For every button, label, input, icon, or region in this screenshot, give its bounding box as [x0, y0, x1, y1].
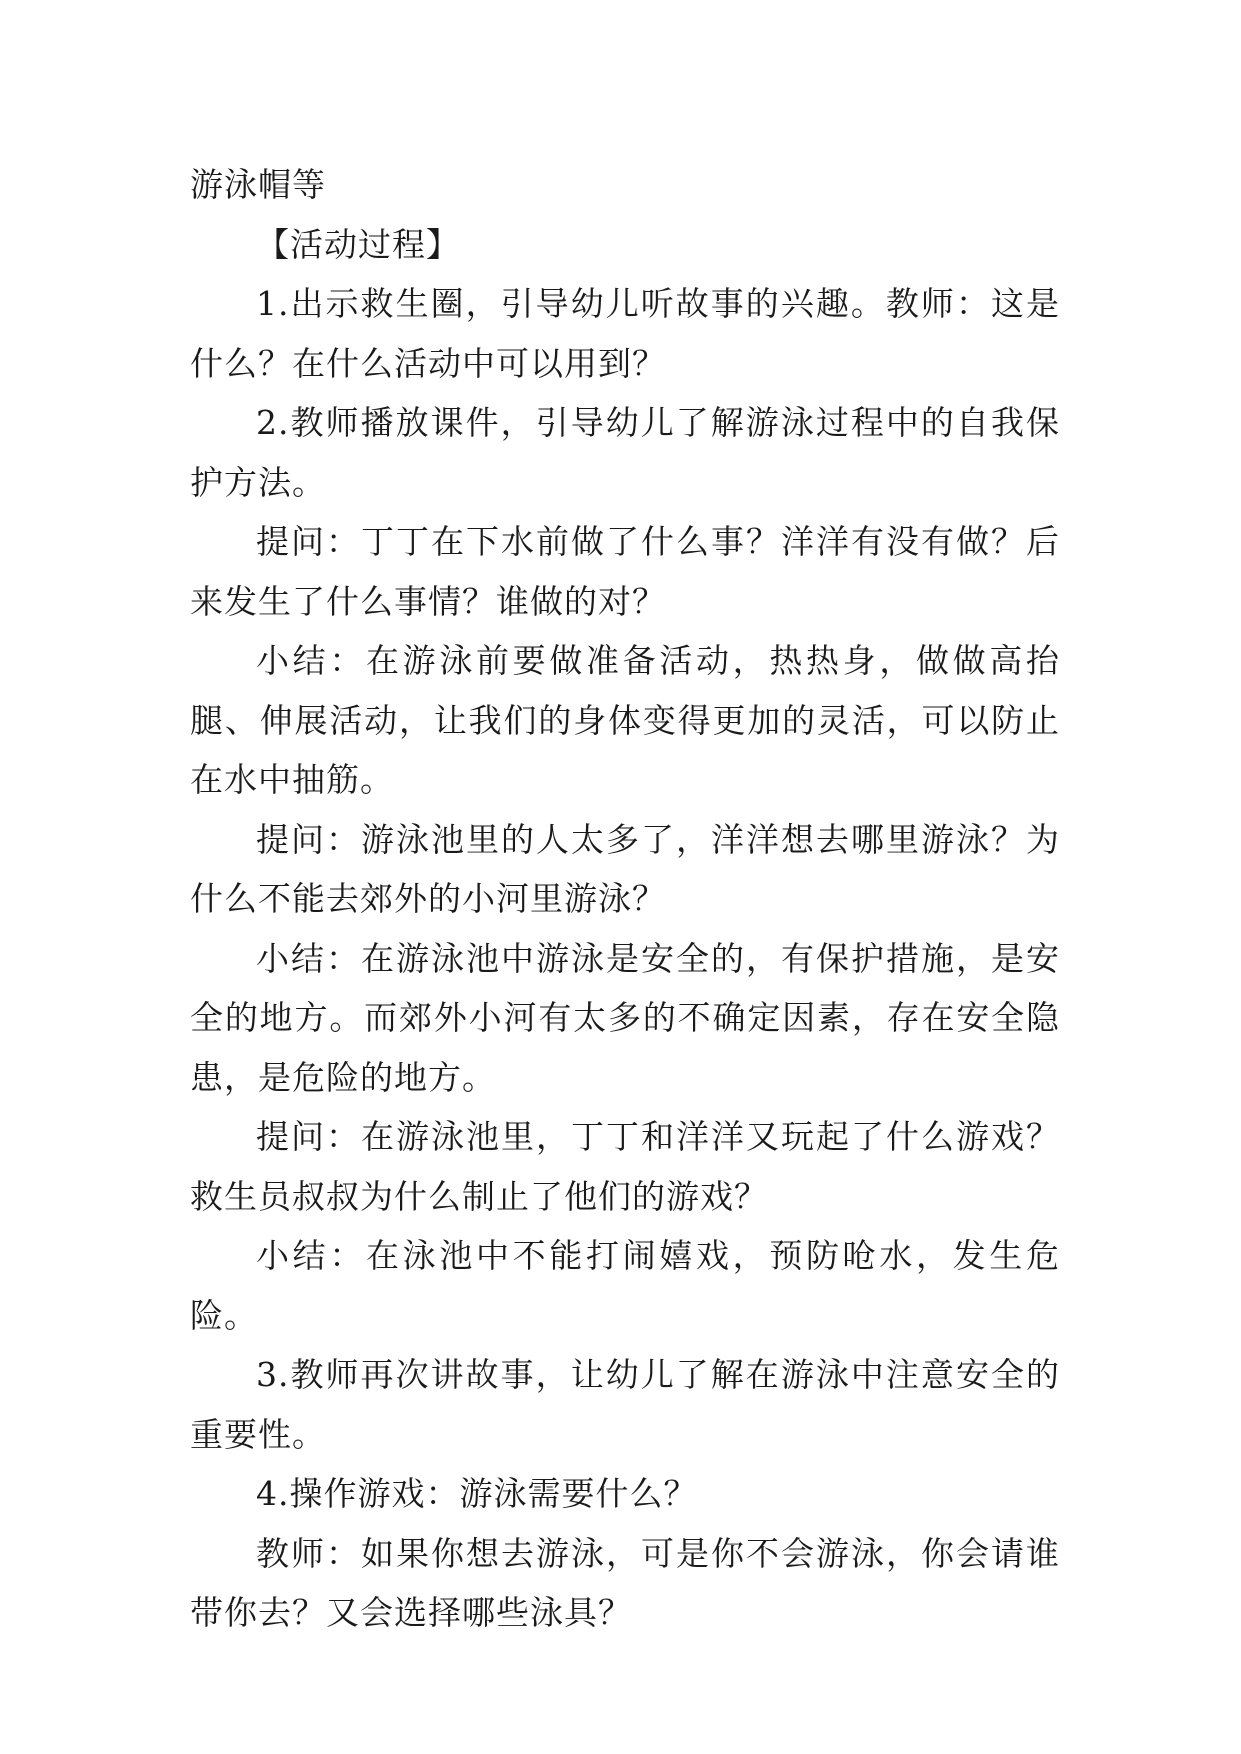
paragraph-question-3: 提问：在游泳池里，丁丁和洋洋又玩起了什么游戏？救生员叔叔为什么制止了他们的游戏？	[190, 1117, 1060, 1216]
paragraph-continuation: 游泳帽等	[190, 165, 326, 204]
paragraph-step-1: 1.出示救生圈，引导幼儿听故事的兴趣。教师：这是什么？在什么活动中可以用到？	[190, 284, 1060, 383]
paragraph-summary-3: 小结：在泳池中不能打闹嬉戏，预防呛水，发生危险。	[190, 1236, 1060, 1335]
document-body	[190, 155, 1060, 1643]
section-heading: 【活动过程】	[256, 224, 460, 264]
paragraph-step-4: 4.操作游戏：游泳需要什么？	[256, 1474, 698, 1513]
paragraph-question-2: 提问：游泳池里的人太多了，洋洋想去哪里游泳？为什么不能去郊外的小河里游泳？	[190, 819, 1060, 918]
paragraph-teacher-question: 教师：如果你想去游泳，可是你不会游泳，你会请谁带你去？又会选择哪些泳具？	[190, 1533, 1060, 1632]
paragraph-summary-2: 小结：在游泳池中游泳是安全的，有保护措施，是安全的地方。而郊外小河有太多的不确定因素，存在安全隐患，是危险的地方。	[190, 938, 1060, 1097]
paragraph-step-2: 2.教师播放课件，引导幼儿了解游泳过程中的自我保护方法。	[190, 403, 1060, 502]
paragraph-summary-1: 小结：在游泳前要做准备活动，热热身，做做高抬腿、伸展活动，让我们的身体变得更加的灵活，可以防止在水中抽筋。	[190, 641, 1060, 799]
paragraph-question-1: 提问：丁丁在下水前做了什么事？洋洋有没有做？后来发生了什么事情？谁做的对？	[190, 522, 1060, 621]
paragraph-step-3: 3.教师再次讲故事，让幼儿了解在游泳中注意安全的重要性。	[190, 1355, 1060, 1454]
